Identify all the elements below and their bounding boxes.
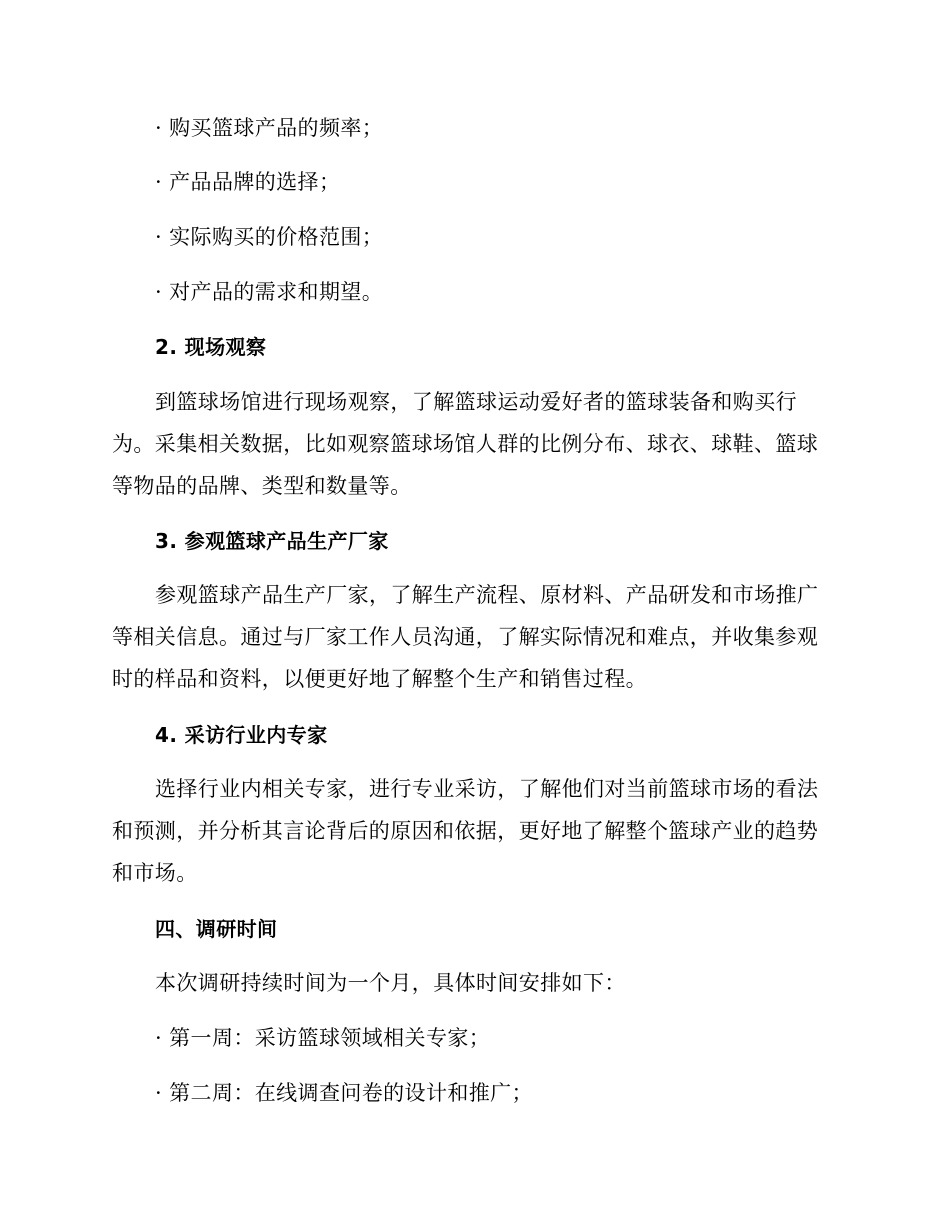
section-heading: 4. 采访行业内专家	[155, 723, 328, 747]
list-item: · 第一周：采访篮球领域相关专家；	[155, 1026, 491, 1050]
paragraph-line: 到篮球场馆进行现场观察，了解篮球运动爱好者的篮球装备和购买行	[155, 390, 797, 414]
chapter-heading: 四、调研时间	[155, 917, 278, 941]
paragraph-line: 时的样品和资料，以便更好地了解整个生产和销售过程。	[112, 667, 647, 691]
list-item: · 实际购买的价格范围；	[155, 225, 384, 249]
list-item: · 对产品的需求和期望。	[155, 280, 384, 304]
list-item: · 第二周：在线调查问卷的设计和推广；	[155, 1081, 533, 1105]
paragraph-line: 本次调研持续时间为一个月，具体时间安排如下：	[155, 971, 626, 995]
paragraph-line: 为。采集相关数据，比如观察篮球场馆人群的比例分布、球衣、球鞋、篮球	[112, 432, 819, 456]
paragraph-line: 等物品的品牌、类型和数量等。	[112, 474, 412, 498]
paragraph-line: 等相关信息。通过与厂家工作人员沟通，了解实际情况和难点，并收集参观	[112, 625, 819, 649]
paragraph-line: 和预测，并分析其言论背后的原因和依据，更好地了解整个篮球产业的趋势	[112, 819, 819, 843]
section-heading: 2. 现场观察	[155, 335, 267, 359]
paragraph-line: 和市场。	[112, 861, 198, 885]
paragraph-line: 选择行业内相关专家，进行专业采访，了解他们对当前篮球市场的看法	[155, 777, 819, 801]
paragraph-line: 参观篮球产品生产厂家，了解生产流程、原材料、产品研发和市场推广	[155, 583, 819, 607]
section-heading: 3. 参观篮球产品生产厂家	[155, 529, 389, 553]
list-item: · 产品品牌的选择；	[155, 170, 341, 194]
list-item: · 购买篮球产品的频率；	[155, 116, 384, 140]
